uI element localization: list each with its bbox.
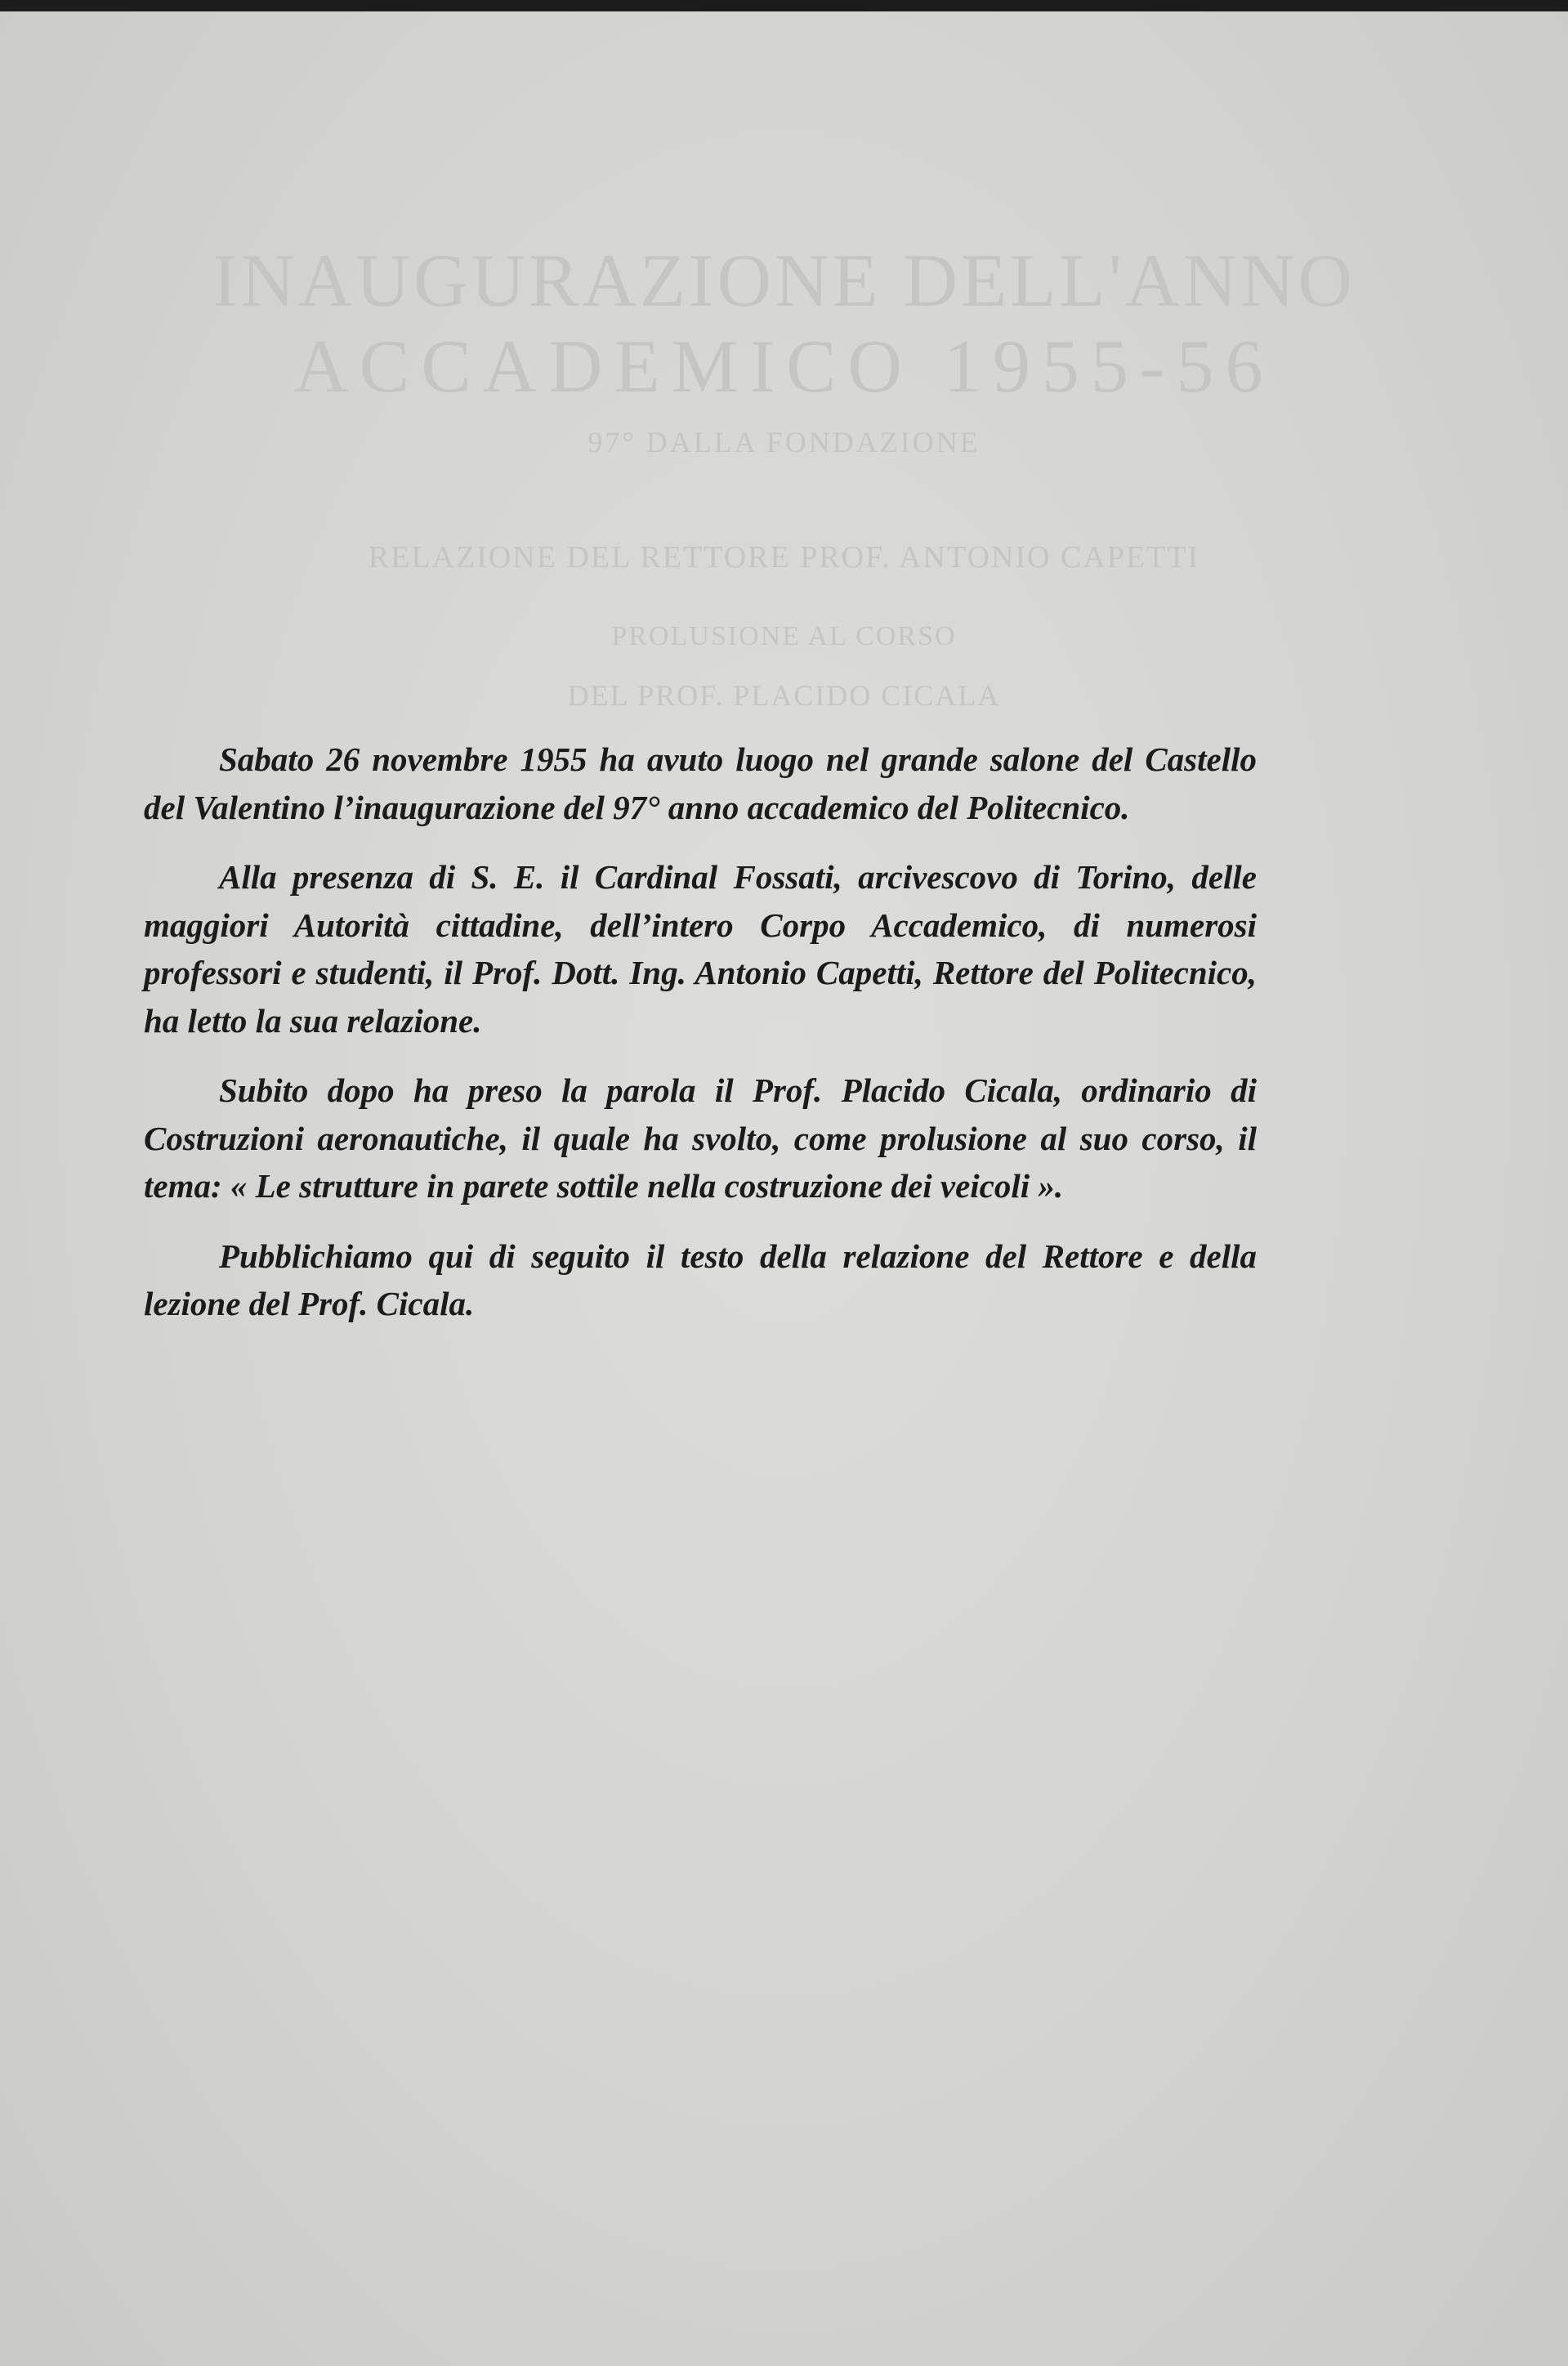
show-through-heading-1: INAUGURAZIONE DELL'ANNO xyxy=(212,239,1356,322)
show-through-heading-2: ACCADEMICO 1955-56 xyxy=(293,324,1275,408)
show-through-lecturer-line: DEL PROF. PLACIDO CICALA xyxy=(567,679,1001,712)
show-through-lecture-line: PROLUSIONE AL CORSO xyxy=(611,621,957,651)
show-through-report-line: RELAZIONE DEL RETTORE PROF. ANTONIO CAPETTI xyxy=(368,540,1200,575)
show-through-subheading: 97° DALLA FONDAZIONE xyxy=(587,426,981,458)
paragraph-attendance: Alla presenza di S. E. il Cardinal Fossati, arcivescovo di Torino, delle maggiori Autorità cittadine, dell’intero Corpo Accademico, di numerosi professori e studenti, il Prof. Dott. Ing. Antonio Capetti, Rettore del Politecnico, ha letto la sua relazione. xyxy=(144,858,1257,1040)
top-border xyxy=(0,0,1568,11)
paragraph-inauguration: Sabato 26 novembre 1955 ha avuto luogo nel grande salone del Castello del Valentino l’inaugurazione del 97° anno accademico del Politecnico. xyxy=(144,740,1257,826)
paragraph-lecture: Subito dopo ha preso la parola il Prof. Placido Cicala, ordinario di Costruzioni aeronautiche, il quale ha svolto, come prolusione al suo corso, il tema: « Le strutture in parete sottile nella costruzione dei veicoli ». xyxy=(144,1071,1257,1205)
paragraph-publication: Pubblichiamo qui di seguito il testo della relazione del Rettore e della lezione del Prof. Cicala. xyxy=(144,1237,1257,1322)
body-text xyxy=(144,736,1257,1350)
